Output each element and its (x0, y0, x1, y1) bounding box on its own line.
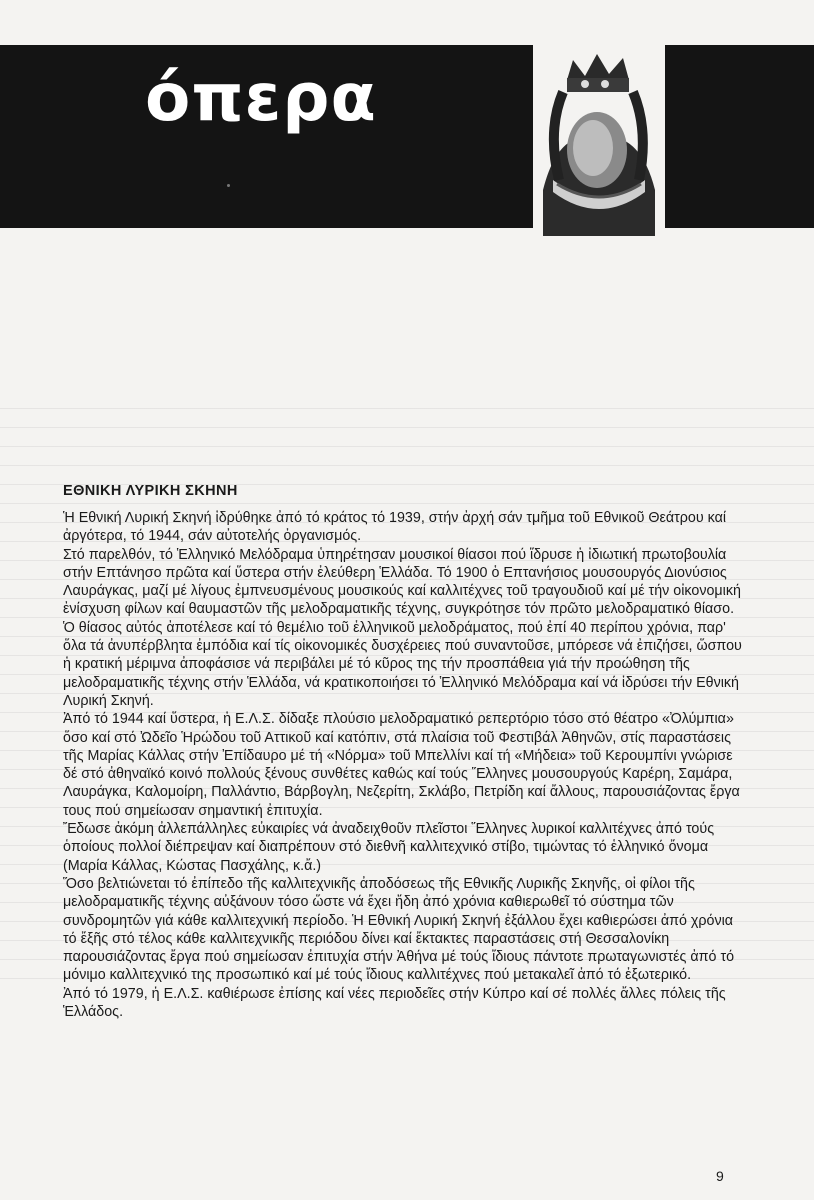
article-paragraph: Ἀπό τό 1979, ἡ Ε.Λ.Σ. καθιέρωσε ἐπίσης καί νέες περιοδεῖες στήν Κύπρο καί σέ πολλές ἄλλες πόλεις τῆς Ἑλλάδος. (63, 985, 726, 1021)
article-paragraph: Ἀπό τό 1944 καί ὕστερα, ἡ Ε.Λ.Σ. δίδαξε πλούσιο μελοδραματικό ρεπερτόριο τόσο στό θέατρο «Ὀλύμπια» ὅσο καί στό Ὠδεῖο Ἡρώδου τοῦ Αττικοῦ καί κατόπιν, στά πλαίσια τοῦ Φεστιβάλ Ἀθηνῶν, στίς παραστάσεις τῆς Μαρίας Κάλλας στήν Ἐπίδαυρο μέ τή «Νόρμα» τοῦ Μπελλίνι καί τή «Μήδεια» τοῦ Κερουμπίνι γνώρισε δέ στό ἀθηναϊκό κοινό πολλούς ξένους συνθέτες καθώς καί τούς Ἕλληνες μουσουργούς Καρέρη, Σαμάρα, Λαυράγκα, Καλομοίρη, Παλλάντιο, Βάρβογλη, Νεζερίτη, Σκλάβο, Πετρίδη καί ἄλλους, παρουσιάζοντας ἔργα τους πού σημείωσαν σημαντική ἐπιτυχία. (63, 711, 740, 819)
article-heading: ΕΘΝΙΚΗ ΛΥΡΙΚΗ ΣΚΗΝΗ (63, 483, 238, 499)
page-title: όπερα (145, 59, 377, 136)
banner-right-block (665, 45, 814, 228)
opera-figure-illustration (533, 40, 665, 236)
article-paragraph: Ὅσο βελτιώνεται τό ἐπίπεδο τῆς καλλιτεχνικῆς ἀποδόσεως τῆς Εθνικῆς Λυρικῆς Σκηνῆς, οἱ φίλοι τῆς μελοδραματικῆς τέχνης αὐξάνουν τόσο ὥστε νά ἔχει ἤδη ἀπό χρόνια καθιερωθεῖ τό σύστημα τῶν συνδρομητῶν γιά κάθε καλλιτεχνική περίοδο. Ἡ Εθνική Λυρική Σκηνή ἐξάλλου ἔχει καθιερώσει ἀπό χρόνια τό ἔξῆς στό τέλος κάθε καλλιτεχνικῆς περιόδου δίνει καί ἔκτακτες παραστάσεις στή Θεσσαλονίκη παρουσιάζοντας ἔργα πού σημείωσαν ἐπιτυχία στήν Ἀθήνα μέ τούς ἴδιους πάντοτε πρωταγωνιστές ἀπό τό μόνιμο καλλιτεχνικό της προσωπικό καί μέ τούς ἴδιους καλλιτέχνες πού μετακαλεῖ ἀπό τό ἐξωτερικό. (63, 875, 735, 984)
article (63, 483, 743, 1021)
page-number: 9 (716, 1168, 724, 1184)
article-paragraph: Ἡ Εθνική Λυρική Σκηνή ἱδρύθηκε ἀπό τό κράτος τό 1939, στήν ἀρχή σάν τμῆμα τοῦ Εθνικοῦ Θεάτρου καί ἀργότερα, τό 1944, σάν αὐτοτελής ὀργανισμός. (63, 510, 727, 545)
article-paragraph: Στό παρελθόν, τό Ἑλληνικό Μελόδραμα ὑπηρέτησαν μουσικοί θίασοι πού ἵδρυσε ἡ ἰδιωτική πρωτοβουλία στήν Επτάνησο πρῶτα καί ὕστερα στήν ἐλεύθερη Ἑλλάδα. Τό 1900 ὁ Επτανήσιος μουσουργός Διονύσιος Λαυράγκας, μαζί μέ λίγους ἐμπνευσμένους μουσικούς καί καλλιτέχνες τοῦ τραγουδιοῦ καί μέ τήν οἰκονομική ἐνίσχυση φίλων καί θαυμαστῶν τῆς μελοδραματικῆς τέχνης, συγκρότησε τόν πρῶτο μελοδραματικό θίασο. Ὁ θίασος αὐτός ἀποτέλεσε καί τό θεμέλιο τοῦ ἑλληνικοῦ μελοδράματος, πού ἐπί 40 περίπου χρόνια, παρ' ὅλα τά ἀνυπέρβλητα ἐμπόδια καί τίς οἰκονομικές δυσχέρειες πού συναντοῦσε, μπόρεσε νά ἐπιζήσει, ὥσπου ἡ κρατική μέριμνα ἀποφάσισε νά περιβάλει μέ τό κῦρος της τήν προσπάθεια γιά τήν προώθηση τῆς μελοδραματικῆς τέχνης στήν Ἑλλάδα, νά κρατικοποιήσει τό Ἑλληνικό Μελόδραμα καί νά ἱδρύσει τήν Εθνική Λυρική Σκηνή. (63, 546, 742, 709)
article-body (63, 509, 743, 1021)
banner-dot (227, 184, 230, 187)
article-paragraph: Ἔδωσε ἀκόμη ἀλλεπάλληλες εὐκαιρίες νά ἀναδειχθοῦν πλεῖστοι Ἕλληνες λυρικοί καλλιτέχνες ἀπό τούς ὁποίους πολλοί διέπρεψαν καί διαπρέπουν στό διεθνῆ καλλιτεχνικό στίβο, τιμώντας τό ἑλληνικό ὄνομα (Μαρία Κάλλας, Κώστας Πασχάλης, κ.ἄ.) (63, 821, 715, 874)
